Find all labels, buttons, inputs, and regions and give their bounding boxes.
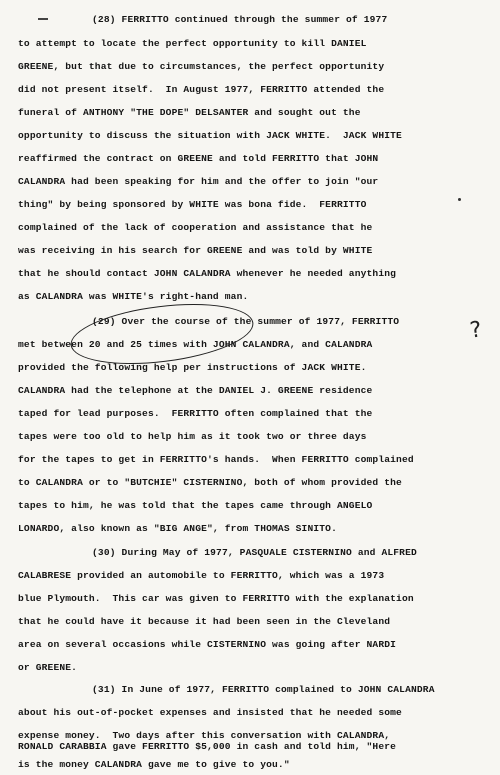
paragraph-30-line-6: or GREENE. — [18, 662, 78, 673]
paragraph-28-line-1: (28) FERRITTO continued through the summer of 1977 — [92, 14, 388, 25]
paragraph-28-line-11: was receiving in his search for GREENE and was told by WHITE — [18, 245, 373, 256]
paragraph-28-line-6: opportunity to discuss the situation with JACK WHITE. JACK WHITE — [18, 130, 402, 141]
paragraph-29-line-10: LONARDO, also known as "BIG ANGE", from THOMAS SINITO. — [18, 523, 337, 534]
stray-dash-mark — [38, 18, 48, 20]
paragraph-31-line-2: about his out-of-pocket expenses and insisted that he needed some — [18, 707, 402, 718]
paragraph-28-line-8: CALANDRA had been speaking for him and the offer to join "our — [18, 176, 379, 187]
paragraph-28-line-5: funeral of ANTHONY "THE DOPE" DELSANTER and sought out the — [18, 107, 361, 118]
paragraph-28-line-10: complained of the lack of cooperation and assistance that he — [18, 222, 373, 233]
paragraph-31-line-5: is the money CALANDRA gave me to give to you." — [18, 759, 290, 770]
paragraph-28-line-7: reaffirmed the contract on GREENE and told FERRITTO that JOHN — [18, 153, 379, 164]
paragraph-29-line-2: met between 20 and 25 times with JOHN CALANDRA, and CALANDRA — [18, 339, 373, 350]
stray-dot-mark — [458, 198, 461, 201]
paragraph-30-line-3: blue Plymouth. This car was given to FERRITTO with the explanation — [18, 593, 414, 604]
paragraph-28-line-2: to attempt to locate the perfect opportunity to kill DANIEL — [18, 38, 367, 49]
paragraph-29-line-5: taped for lead purposes. FERRITTO often complained that the — [18, 408, 373, 419]
paragraph-29-line-1: (29) Over the course of the summer of 1977, FERRITTO — [92, 316, 400, 327]
paragraph-28-line-9: thing" by being sponsored by WHITE was bona fide. FERRITTO — [18, 199, 367, 210]
paragraph-29-line-6: tapes were too old to help him as it took two or three days — [18, 431, 367, 442]
paragraph-30-line-4: that he could have it because it had been seen in the Cleveland — [18, 616, 391, 627]
paragraph-30-line-5: area on several occasions while CISTERNINO was going after NARDI — [18, 639, 397, 650]
paragraph-29-line-9: tapes to him, he was told that the tapes came through ANGELO — [18, 500, 373, 511]
paragraph-29-line-7: for the tapes to get in FERRITTO's hands. When FERRITTO complained — [18, 454, 414, 465]
paragraph-29-line-4: CALANDRA had the telephone at the DANIEL J. GREENE residence — [18, 385, 373, 396]
paragraph-30-line-1: (30) During May of 1977, PASQUALE CISTERNINO and ALFRED — [92, 547, 417, 558]
paragraph-31-line-4: RONALD CARABBIA gave FERRITTO $5,000 in cash and told him, "Here — [18, 741, 397, 752]
paragraph-29-line-8: to CALANDRA or to "BUTCHIE" CISTERNINO, both of whom provided the — [18, 477, 402, 488]
paragraph-28-line-4: did not present itself. In August 1977, FERRITTO attended the — [18, 84, 385, 95]
handwritten-question-mark: ? — [468, 317, 484, 344]
paragraph-28-line-3: GREENE, but that due to circumstances, the perfect opportunity — [18, 61, 385, 72]
paragraph-30-line-2: CALABRESE provided an automobile to FERRITTO, which was a 1973 — [18, 570, 385, 581]
paragraph-31-line-3: expense money. Two days after this conversation with CALANDRA, — [18, 730, 391, 741]
paragraph-29-line-3: provided the following help per instructions of JACK WHITE. — [18, 362, 367, 373]
paragraph-28-line-12: that he should contact JOHN CALANDRA whenever he needed anything — [18, 268, 397, 279]
paragraph-31-line-1: (31) In June of 1977, FERRITTO complained to JOHN CALANDRA — [92, 684, 435, 695]
paragraph-28-line-13: as CALANDRA was WHITE's right-hand man. — [18, 291, 249, 302]
